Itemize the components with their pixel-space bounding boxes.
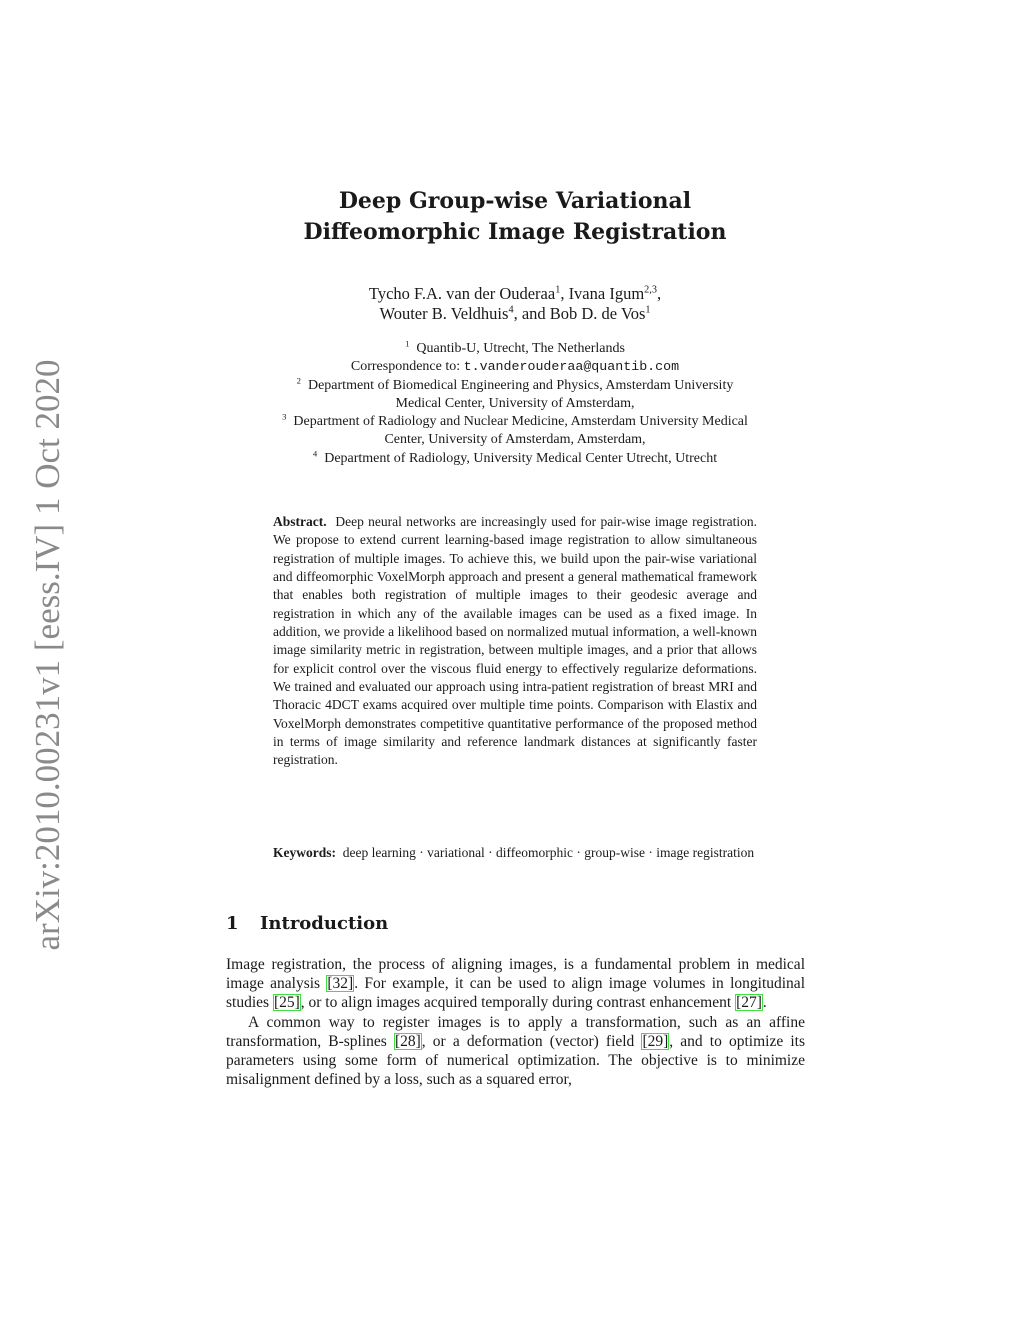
author-separator: , xyxy=(656,284,662,303)
affiliation-number: 4 xyxy=(312,448,318,459)
author-line-2 xyxy=(200,304,830,324)
affiliation-3-cont: Center, University of Amsterdam, Amsterdam, xyxy=(384,432,646,448)
paragraph xyxy=(226,1013,805,1090)
abstract-text: Deep neural networks are increasingly used for pair-wise image registration. We propose to extend current learning-based image registration to allow simultaneous registration of multiple images. To achieve this, we build upon the pair-wise variational and diffeomorphic VoxelMorph approach and present a general mathematical framework that enables both registration of multiple images to their geodesic average and registration in which any of the available images can be used as a fixed image. In addition, we provide a likelihood based on normalized mutual information, a well-known image similarity metric in registration, between multiple images, and a prior that allows for explicit control over the viscous fluid energy to effectively regularize deformations. We trained and evaluated our approach using intra-patient registration of breast MRI and Thoracic 4DCT exams acquired over multiple time points. Comparison with Elastix and VoxelMorph demonstrates competitive quantitative performance of the proposed method in terms of image similarity and reference landmark distances at significantly faster registration. xyxy=(273,514,758,768)
abstract-block xyxy=(273,513,757,770)
section-heading-introduction xyxy=(226,912,388,936)
section-title: Introduction xyxy=(260,913,389,934)
citation-link[interactable]: [25] xyxy=(273,994,300,1012)
affiliation-text: Department of Biomedical Engineering and Physics, Amsterdam University xyxy=(307,377,734,393)
paragraph-text: , or a deformation (vector) field xyxy=(421,1032,642,1050)
citation-link[interactable]: [28] xyxy=(394,1032,421,1050)
affiliation-2 xyxy=(180,374,850,395)
correspondence-email-link[interactable]: t.vanderouderaa@quantib.com xyxy=(463,359,680,375)
keywords-block xyxy=(273,844,757,862)
author-affil-mark: 4 xyxy=(508,304,514,316)
paper-title xyxy=(200,186,830,248)
abstract-label: Abstract. xyxy=(273,514,327,529)
affiliation-number: 3 xyxy=(282,411,287,422)
citation-link[interactable]: [32] xyxy=(327,975,354,993)
correspondence-label: Correspondence to: xyxy=(350,359,464,375)
title-line-2: Diffeomorphic Image Registration xyxy=(303,219,727,245)
paragraph-text: Image registration, the process of aligning images, is a fundamental problem in medical image analysis xyxy=(226,956,805,993)
citation-link[interactable]: [29] xyxy=(642,1032,669,1050)
correspondence-line xyxy=(180,358,850,376)
author-affil-mark: 1 xyxy=(555,284,561,296)
arxiv-identifier-stamp: arXiv:2010.00231v1 [eess.IV] 1 Oct 2020 xyxy=(28,359,67,951)
author-affil-mark: 1 xyxy=(645,304,651,316)
paragraph-text: , or to align images acquired temporally during contrast enhancement xyxy=(300,994,736,1012)
affiliation-number: 2 xyxy=(296,374,301,385)
author-name: Wouter B. Veldhuis xyxy=(379,304,509,323)
affiliations xyxy=(180,340,850,468)
author-name: , Ivana Igum xyxy=(560,284,645,303)
paragraph xyxy=(226,955,805,1013)
author-name: , and Bob D. de Vos xyxy=(513,304,646,323)
paragraph-text: . xyxy=(762,994,767,1012)
author-name: Tycho F.A. van der Ouderaa xyxy=(368,284,556,303)
author-affil-mark: 2,3 xyxy=(644,284,657,296)
affiliation-3 xyxy=(180,413,850,431)
author-list xyxy=(200,284,830,324)
introduction-body xyxy=(226,955,805,1089)
paragraph-text: A common way to register images is to apply a transformation, such as an affine transformation, B-splines xyxy=(226,1013,805,1050)
paragraph-text: . For example, it can be used to align image volumes in longitudinal studies xyxy=(226,975,805,1012)
affiliation-number: 1 xyxy=(405,338,410,349)
affiliation-2-cont: Medical Center, University of Amsterdam, xyxy=(395,395,635,411)
affiliation-1 xyxy=(180,340,850,358)
title-line-1: Deep Group-wise Variational xyxy=(338,188,692,214)
keywords-label: Keywords: xyxy=(273,845,336,860)
affiliation-4 xyxy=(180,450,850,468)
affiliation-text: Department of Radiology, University Medical Center Utrecht, Utrecht xyxy=(324,450,718,466)
citation-link[interactable]: [27] xyxy=(736,994,762,1012)
affiliation-text: Quantib-U, Utrecht, The Netherlands xyxy=(416,341,625,356)
paragraph-text: , and to optimize its parameters using some form of numerical optimization. The objective is to minimize misalignment defined by a loss, such as a squared error, xyxy=(226,1032,805,1089)
author-line-1 xyxy=(200,284,830,304)
section-number: 1 xyxy=(226,913,239,934)
affiliation-text: Department of Radiology and Nuclear Medicine, Amsterdam University Medical xyxy=(293,414,748,430)
keywords-text: deep learning · variational · diffeomorphic · group-wise · image registration xyxy=(342,845,755,860)
